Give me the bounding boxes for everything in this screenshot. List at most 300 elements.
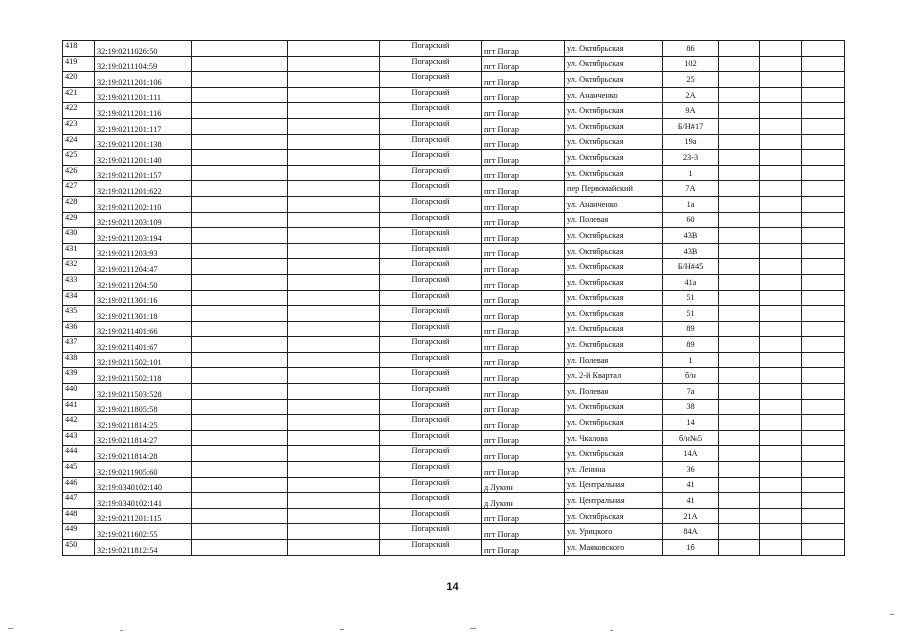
cadastral-number-cell: 32:19:0211203:93 [95,243,192,259]
house-number-cell: 51 [663,290,719,306]
empty-cell [719,212,760,228]
empty-cell [760,352,802,368]
street-cell: ул. Октябрьская [565,399,663,415]
empty-cell [288,384,380,400]
row-number-cell: 427 [63,181,95,197]
empty-cell [719,399,760,415]
district-cell: Погарский [380,103,482,119]
empty-cell [288,306,380,322]
row-number-cell: 420 [63,72,95,88]
cadastral-number-cell: 32:19:0211201:116 [95,103,192,119]
cadastral-number-cell: 32:19:0211201:622 [95,181,192,197]
row-number-cell: 448 [63,508,95,524]
empty-cell [192,212,288,228]
empty-cell [288,56,380,72]
empty-cell [192,477,288,493]
table-row [63,446,845,462]
empty-cell [760,181,802,197]
table-row [63,508,845,524]
street-cell: ул. Ленина [565,462,663,478]
cadastral-number-cell: 32:19:0211602:55 [95,524,192,540]
row-number-cell: 425 [63,150,95,166]
empty-cell [719,430,760,446]
row-number-cell: 424 [63,134,95,150]
empty-cell [719,196,760,212]
empty-cell [288,540,380,556]
street-cell: ул. Октябрьская [565,228,663,244]
locality-cell: пгт Погар [482,87,565,103]
district-cell: Погарский [380,415,482,431]
empty-cell [719,103,760,119]
locality-cell: пгт Погар [482,399,565,415]
cadastral-number-cell: 32:19:0211204:47 [95,259,192,275]
empty-cell [802,399,845,415]
empty-cell [760,446,802,462]
district-cell: Погарский [380,165,482,181]
house-number-cell: 7а [663,384,719,400]
row-number-cell: 437 [63,337,95,353]
table-row [63,462,845,478]
house-number-cell: 51 [663,306,719,322]
empty-cell [760,87,802,103]
district-cell: Погарский [380,508,482,524]
cadastral-number-cell: 32:19:0211026:50 [95,41,192,57]
row-number-cell: 450 [63,540,95,556]
empty-cell [719,477,760,493]
table-row [63,399,845,415]
empty-cell [719,306,760,322]
empty-cell [802,228,845,244]
table-row [63,274,845,290]
row-number-cell: 447 [63,493,95,509]
street-cell: ул. Октябрьская [565,290,663,306]
empty-cell [760,56,802,72]
cadastral-number-cell: 32:19:0211503:528 [95,384,192,400]
empty-cell [288,274,380,290]
street-cell: ул. 2-й Квартал [565,368,663,384]
table-row [63,72,845,88]
table-row [63,259,845,275]
empty-cell [192,165,288,181]
locality-cell: пгт Погар [482,243,565,259]
house-number-cell: 23-3 [663,150,719,166]
house-number-cell: 14 [663,415,719,431]
empty-cell [192,446,288,462]
district-cell: Погарский [380,150,482,166]
empty-cell [719,150,760,166]
empty-cell [802,150,845,166]
district-cell: Погарский [380,384,482,400]
empty-cell [288,415,380,431]
row-number-cell: 438 [63,352,95,368]
locality-cell: пгт Погар [482,430,565,446]
locality-cell: пгт Погар [482,150,565,166]
empty-cell [760,196,802,212]
empty-cell [802,540,845,556]
row-number-cell: 432 [63,259,95,275]
cadastral-number-cell: 32:19:0340102:141 [95,493,192,509]
empty-cell [802,415,845,431]
empty-cell [192,228,288,244]
house-number-cell: 1 [663,352,719,368]
district-cell: Погарский [380,306,482,322]
empty-cell [719,118,760,134]
empty-cell [192,274,288,290]
district-cell: Погарский [380,540,482,556]
empty-cell [192,524,288,540]
house-number-cell: 41 [663,493,719,509]
table-row [63,321,845,337]
row-number-cell: 433 [63,274,95,290]
empty-cell [802,477,845,493]
empty-cell [760,41,802,57]
empty-cell [288,477,380,493]
empty-cell [719,290,760,306]
district-cell: Погарский [380,368,482,384]
table-row [63,290,845,306]
table-row [63,103,845,119]
empty-cell [719,415,760,431]
empty-cell [802,103,845,119]
district-cell: Погарский [380,56,482,72]
district-cell: Погарский [380,181,482,197]
empty-cell [760,274,802,290]
empty-cell [192,337,288,353]
empty-cell [192,321,288,337]
district-cell: Погарский [380,321,482,337]
empty-cell [802,493,845,509]
row-number-cell: 434 [63,290,95,306]
cadastral-number-cell: 32:19:0211301:16 [95,290,192,306]
empty-cell [288,87,380,103]
empty-cell [719,508,760,524]
house-number-cell: 60 [663,212,719,228]
empty-cell [802,462,845,478]
house-number-cell: 21А [663,508,719,524]
table-row [63,524,845,540]
empty-cell [760,103,802,119]
table-body [63,41,845,556]
district-cell: Погарский [380,243,482,259]
row-number-cell: 421 [63,87,95,103]
empty-cell [802,337,845,353]
street-cell: ул. Маяковского [565,540,663,556]
empty-cell [802,196,845,212]
table-row [63,306,845,322]
empty-cell [192,56,288,72]
table-row [63,118,845,134]
empty-cell [288,493,380,509]
locality-cell: пгт Погар [482,212,565,228]
district-cell: Погарский [380,290,482,306]
empty-cell [802,508,845,524]
table-row [63,384,845,400]
street-cell: ул. Чкалова [565,430,663,446]
cadastral-number-cell: 32:19:0211201:115 [95,508,192,524]
row-number-cell: 428 [63,196,95,212]
empty-cell [760,477,802,493]
house-number-cell: 25 [663,72,719,88]
cadastral-number-cell: 32:19:0211201:140 [95,150,192,166]
empty-cell [192,430,288,446]
row-number-cell: 441 [63,399,95,415]
empty-cell [192,399,288,415]
row-number-cell: 440 [63,384,95,400]
empty-cell [802,306,845,322]
empty-cell [802,134,845,150]
empty-cell [719,87,760,103]
street-cell: ул. Октябрьская [565,306,663,322]
table-row [63,352,845,368]
empty-cell [288,290,380,306]
locality-cell: пгт Погар [482,321,565,337]
empty-cell [802,430,845,446]
locality-cell: пгт Погар [482,165,565,181]
empty-cell [288,165,380,181]
street-cell: ул. Октябрьская [565,72,663,88]
locality-cell: пгт Погар [482,118,565,134]
cadastral-number-cell: 32:19:0211202:110 [95,196,192,212]
cadastral-number-cell: 32:19:0211814:27 [95,430,192,446]
district-cell: Погарский [380,87,482,103]
empty-cell [192,352,288,368]
district-cell: Погарский [380,228,482,244]
scan-artifact [890,614,894,615]
empty-cell [760,415,802,431]
cadastral-number-cell: 32:19:0211812:54 [95,540,192,556]
district-cell: Погарский [380,477,482,493]
house-number-cell: 84А [663,524,719,540]
locality-cell: пгт Погар [482,274,565,290]
house-number-cell: 43В [663,228,719,244]
empty-cell [192,384,288,400]
house-number-cell: б/н№5 [663,430,719,446]
empty-cell [288,368,380,384]
table-row [63,228,845,244]
empty-cell [192,103,288,119]
house-number-cell: 89 [663,337,719,353]
house-number-cell: 2А [663,87,719,103]
empty-cell [192,306,288,322]
locality-cell: пгт Погар [482,415,565,431]
empty-cell [760,72,802,88]
locality-cell: пгт Погар [482,103,565,119]
house-number-cell: 41а [663,274,719,290]
empty-cell [802,165,845,181]
empty-cell [288,103,380,119]
cadastral-number-cell: 32:19:0211401:66 [95,321,192,337]
empty-cell [719,56,760,72]
empty-cell [288,243,380,259]
cadastral-number-cell: 32:19:0211203:109 [95,212,192,228]
locality-cell: пгт Погар [482,368,565,384]
empty-cell [192,87,288,103]
locality-cell: пгт Погар [482,196,565,212]
house-number-cell: 86 [663,41,719,57]
empty-cell [719,337,760,353]
cadastral-number-cell: 32:19:0211401:67 [95,337,192,353]
cadastral-number-cell: 32:19:0211201:138 [95,134,192,150]
table-row [63,56,845,72]
table-row [63,493,845,509]
locality-cell: пгт Погар [482,462,565,478]
street-cell: пер Первомайский [565,181,663,197]
empty-cell [719,165,760,181]
empty-cell [802,56,845,72]
street-cell: ул. Октябрьская [565,415,663,431]
locality-cell: пгт Погар [482,306,565,322]
row-number-cell: 436 [63,321,95,337]
district-cell: Погарский [380,274,482,290]
house-number-cell: Б/Н#45 [663,259,719,275]
locality-cell: пгт Погар [482,72,565,88]
district-cell: Погарский [380,118,482,134]
empty-cell [719,228,760,244]
empty-cell [719,72,760,88]
empty-cell [719,462,760,478]
house-number-cell: 89 [663,321,719,337]
house-number-cell: 19а [663,134,719,150]
empty-cell [719,41,760,57]
scan-artifact [340,629,344,630]
empty-cell [288,352,380,368]
district-cell: Погарский [380,430,482,446]
row-number-cell: 439 [63,368,95,384]
empty-cell [719,259,760,275]
house-number-cell: 102 [663,56,719,72]
row-number-cell: 422 [63,103,95,119]
empty-cell [760,524,802,540]
table-row [63,87,845,103]
cadastral-number-cell: 32:19:0211201:111 [95,87,192,103]
cadastral-number-cell: 32:19:0211104:59 [95,56,192,72]
district-cell: Погарский [380,212,482,228]
locality-cell: пгт Погар [482,524,565,540]
empty-cell [719,134,760,150]
district-cell: Погарский [380,493,482,509]
empty-cell [802,368,845,384]
empty-cell [802,259,845,275]
street-cell: ул. Октябрьская [565,321,663,337]
cadastral-number-cell: 32:19:0211905:60 [95,462,192,478]
locality-cell: пгт Погар [482,290,565,306]
cadastral-number-cell: 32:19:0340102:140 [95,477,192,493]
table-row [63,415,845,431]
empty-cell [719,321,760,337]
street-cell: ул. Октябрьская [565,259,663,275]
street-cell: ул. Октябрьская [565,446,663,462]
street-cell: ул. Октябрьская [565,150,663,166]
table-row [63,41,845,57]
empty-cell [719,368,760,384]
district-cell: Погарский [380,352,482,368]
street-cell: ул. Октябрьская [565,41,663,57]
table-row [63,134,845,150]
empty-cell [802,72,845,88]
district-cell: Погарский [380,337,482,353]
empty-cell [802,352,845,368]
empty-cell [192,493,288,509]
locality-cell: пгт Погар [482,41,565,57]
empty-cell [760,243,802,259]
street-cell: ул. Октябрьская [565,508,663,524]
house-number-cell: 9А [663,103,719,119]
empty-cell [760,462,802,478]
locality-cell: пгт Погар [482,228,565,244]
empty-cell [192,134,288,150]
empty-cell [288,524,380,540]
empty-cell [192,72,288,88]
table-row [63,165,845,181]
table-row [63,337,845,353]
empty-cell [192,462,288,478]
empty-cell [760,368,802,384]
street-cell: ул. Октябрьская [565,56,663,72]
empty-cell [288,462,380,478]
row-number-cell: 446 [63,477,95,493]
row-number-cell: 435 [63,306,95,322]
empty-cell [288,399,380,415]
empty-cell [192,290,288,306]
empty-cell [760,150,802,166]
row-number-cell: 430 [63,228,95,244]
empty-cell [719,493,760,509]
cadastral-number-cell: 32:19:0211203:194 [95,228,192,244]
empty-cell [719,524,760,540]
street-cell: ул. Октябрьская [565,118,663,134]
cadastral-number-cell: 32:19:0211301:18 [95,306,192,322]
empty-cell [288,259,380,275]
cadastral-number-cell: 32:19:0211502:101 [95,352,192,368]
empty-cell [288,430,380,446]
empty-cell [719,352,760,368]
street-cell: ул. Полевая [565,384,663,400]
street-cell: ул. Октябрьская [565,165,663,181]
empty-cell [760,384,802,400]
empty-cell [760,430,802,446]
locality-cell: пгт Погар [482,540,565,556]
district-cell: Погарский [380,399,482,415]
empty-cell [192,118,288,134]
page-number: 14 [446,581,459,593]
house-number-cell: 1а [663,196,719,212]
cadastral-number-cell: 32:19:0211204:50 [95,274,192,290]
street-cell: ул. Центральная [565,493,663,509]
locality-cell: пгт Погар [482,134,565,150]
property-table [62,40,845,556]
cadastral-number-cell: 32:19:0211805:58 [95,399,192,415]
empty-cell [288,212,380,228]
empty-cell [192,540,288,556]
table-row [63,150,845,166]
street-cell: ул. Октябрьская [565,274,663,290]
empty-cell [802,321,845,337]
locality-cell: пгт Погар [482,352,565,368]
scan-artifact [120,630,123,631]
empty-cell [760,306,802,322]
empty-cell [719,540,760,556]
empty-cell [760,118,802,134]
empty-cell [719,181,760,197]
empty-cell [760,212,802,228]
table-row [63,477,845,493]
empty-cell [760,134,802,150]
locality-cell: д Лукин [482,493,565,509]
district-cell: Погарский [380,134,482,150]
street-cell: ул. Центральная [565,477,663,493]
empty-cell [802,384,845,400]
house-number-cell: 41 [663,477,719,493]
